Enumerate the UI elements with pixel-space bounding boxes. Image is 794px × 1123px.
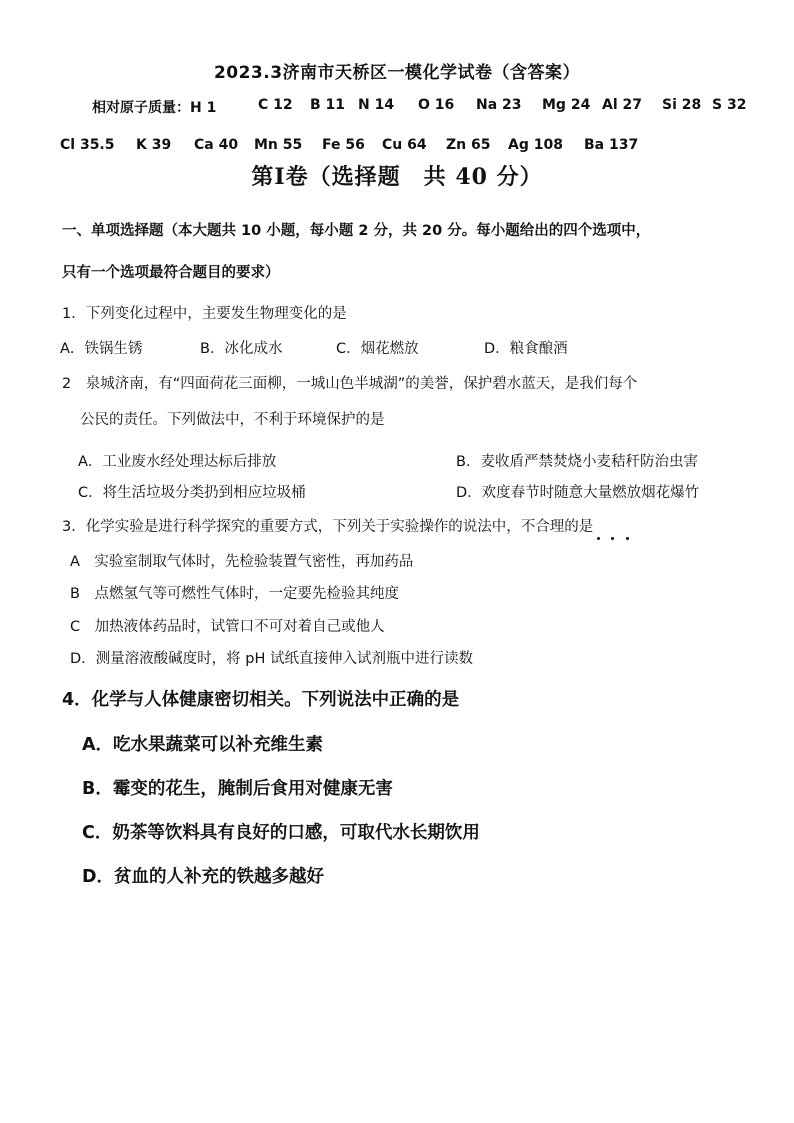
atomic-mass-item: Na 23 (476, 97, 522, 113)
question-1-options (0, 337, 794, 357)
emphasis-dot (611, 537, 614, 540)
question-1-option-d: D．粮食酿酒 (484, 341, 568, 357)
question-2-options-row-2 (0, 481, 794, 501)
atomic-mass-item: S 32 (712, 97, 747, 113)
question-3-option-c: C 加热液体药品时，试管口不可对着自己或他人 (70, 619, 385, 635)
question-3-option-a: A 实验室制取气体时，先检验装置气密性，再加药品 (70, 554, 414, 570)
emphasis-dot (597, 537, 600, 540)
question-2-option-c: C．将生活垃圾分类扔到相应垃圾桶 (78, 485, 306, 501)
question-4-option-b: B．霉变的花生，腌制后食用对健康无害 (82, 779, 393, 799)
atomic-mass-item: Mn 55 (254, 137, 303, 153)
question-4-option-d: D．贫血的人补充的铁越多越好 (82, 867, 325, 887)
part-one-title: 第I卷（选择题 共 40 分） (251, 164, 543, 190)
atomic-mass-item: Cl 35.5 (60, 137, 115, 153)
atomic-mass-item: Ca 40 (194, 137, 239, 153)
question-1-option-a: A．铁锅生锈 (60, 341, 143, 357)
question-3-option-d: D．测量溶液酸碱度时，将 pH 试纸直接伸入试剂瓶中进行读数 (70, 651, 473, 667)
atomic-mass-label: 相对原子质量：H 1 (92, 100, 217, 116)
atomic-mass-item: Al 27 (602, 97, 642, 113)
question-2-option-d: D．欢度春节时随意大量燃放烟花爆竹 (456, 485, 700, 501)
atomic-mass-item: Ba 137 (584, 137, 639, 153)
question-4-option-c: C．奶茶等饮料具有良好的口感，可取代水长期饮用 (82, 823, 480, 843)
atomic-mass-item: Cu 64 (382, 137, 427, 153)
atomic-mass-item: K 39 (136, 137, 172, 153)
question-2-stem-line-2: 公民的责任。下列做法中，不利于环境保护的是 (80, 412, 385, 428)
atomic-mass-item: C 12 (258, 97, 293, 113)
question-4-stem: 4．化学与人体健康密切相关。下列说法中正确的是 (62, 690, 460, 710)
atomic-mass-item: N 14 (358, 97, 395, 113)
section-heading-line-2: 只有一个选项最符合题目的要求） (62, 265, 280, 281)
question-2-option-a: A．工业废水经处理达标后排放 (78, 454, 277, 470)
atomic-mass-row-1 (0, 97, 794, 117)
question-2-options-row-1 (0, 450, 794, 470)
question-4-option-a: A．吃水果蔬菜可以补充维生素 (82, 735, 324, 755)
question-3-stem: 3．化学实验是进行科学探究的重要方式，下列关于实验操作的说法中，不合理的是 (62, 519, 594, 535)
question-1-stem: 1．下列变化过程中，主要发生物理变化的是 (62, 306, 347, 322)
question-2-stem-line-1: 2 泉城济南，有“四面荷花三面柳，一城山色半城湖”的美誉，保护碧水蓝天，是我们每个 (62, 376, 638, 392)
atomic-mass-item: Mg 24 (542, 97, 591, 113)
atomic-mass-item: B 11 (310, 97, 346, 113)
atomic-mass-item: O 16 (418, 97, 455, 113)
question-1-option-c: C．烟花燃放 (336, 341, 419, 357)
atomic-mass-row-2 (0, 137, 794, 157)
question-3-option-b: B 点燃氢气等可燃性气体时，一定要先检验其纯度 (70, 586, 399, 602)
question-2-option-b: B．麦收盾严禁焚烧小麦秸秆防治虫害 (456, 454, 698, 470)
atomic-mass-item: Si 28 (662, 97, 702, 113)
section-heading-line-1: 一、单项选择题（本大题共 10 小题，每小题 2 分，共 20 分。每小题给出的四个选项中， (62, 223, 651, 239)
question-1-option-b: B．冰化成水 (200, 341, 283, 357)
atomic-mass-item: Ag 108 (508, 137, 563, 153)
atomic-mass-item: Fe 56 (322, 137, 365, 153)
emphasis-dot (626, 537, 629, 540)
section-heading (62, 210, 762, 294)
exam-title: 2023.3济南市天桥区一模化学试卷（含答案） (213, 63, 581, 83)
atomic-mass-item: Zn 65 (446, 137, 491, 153)
